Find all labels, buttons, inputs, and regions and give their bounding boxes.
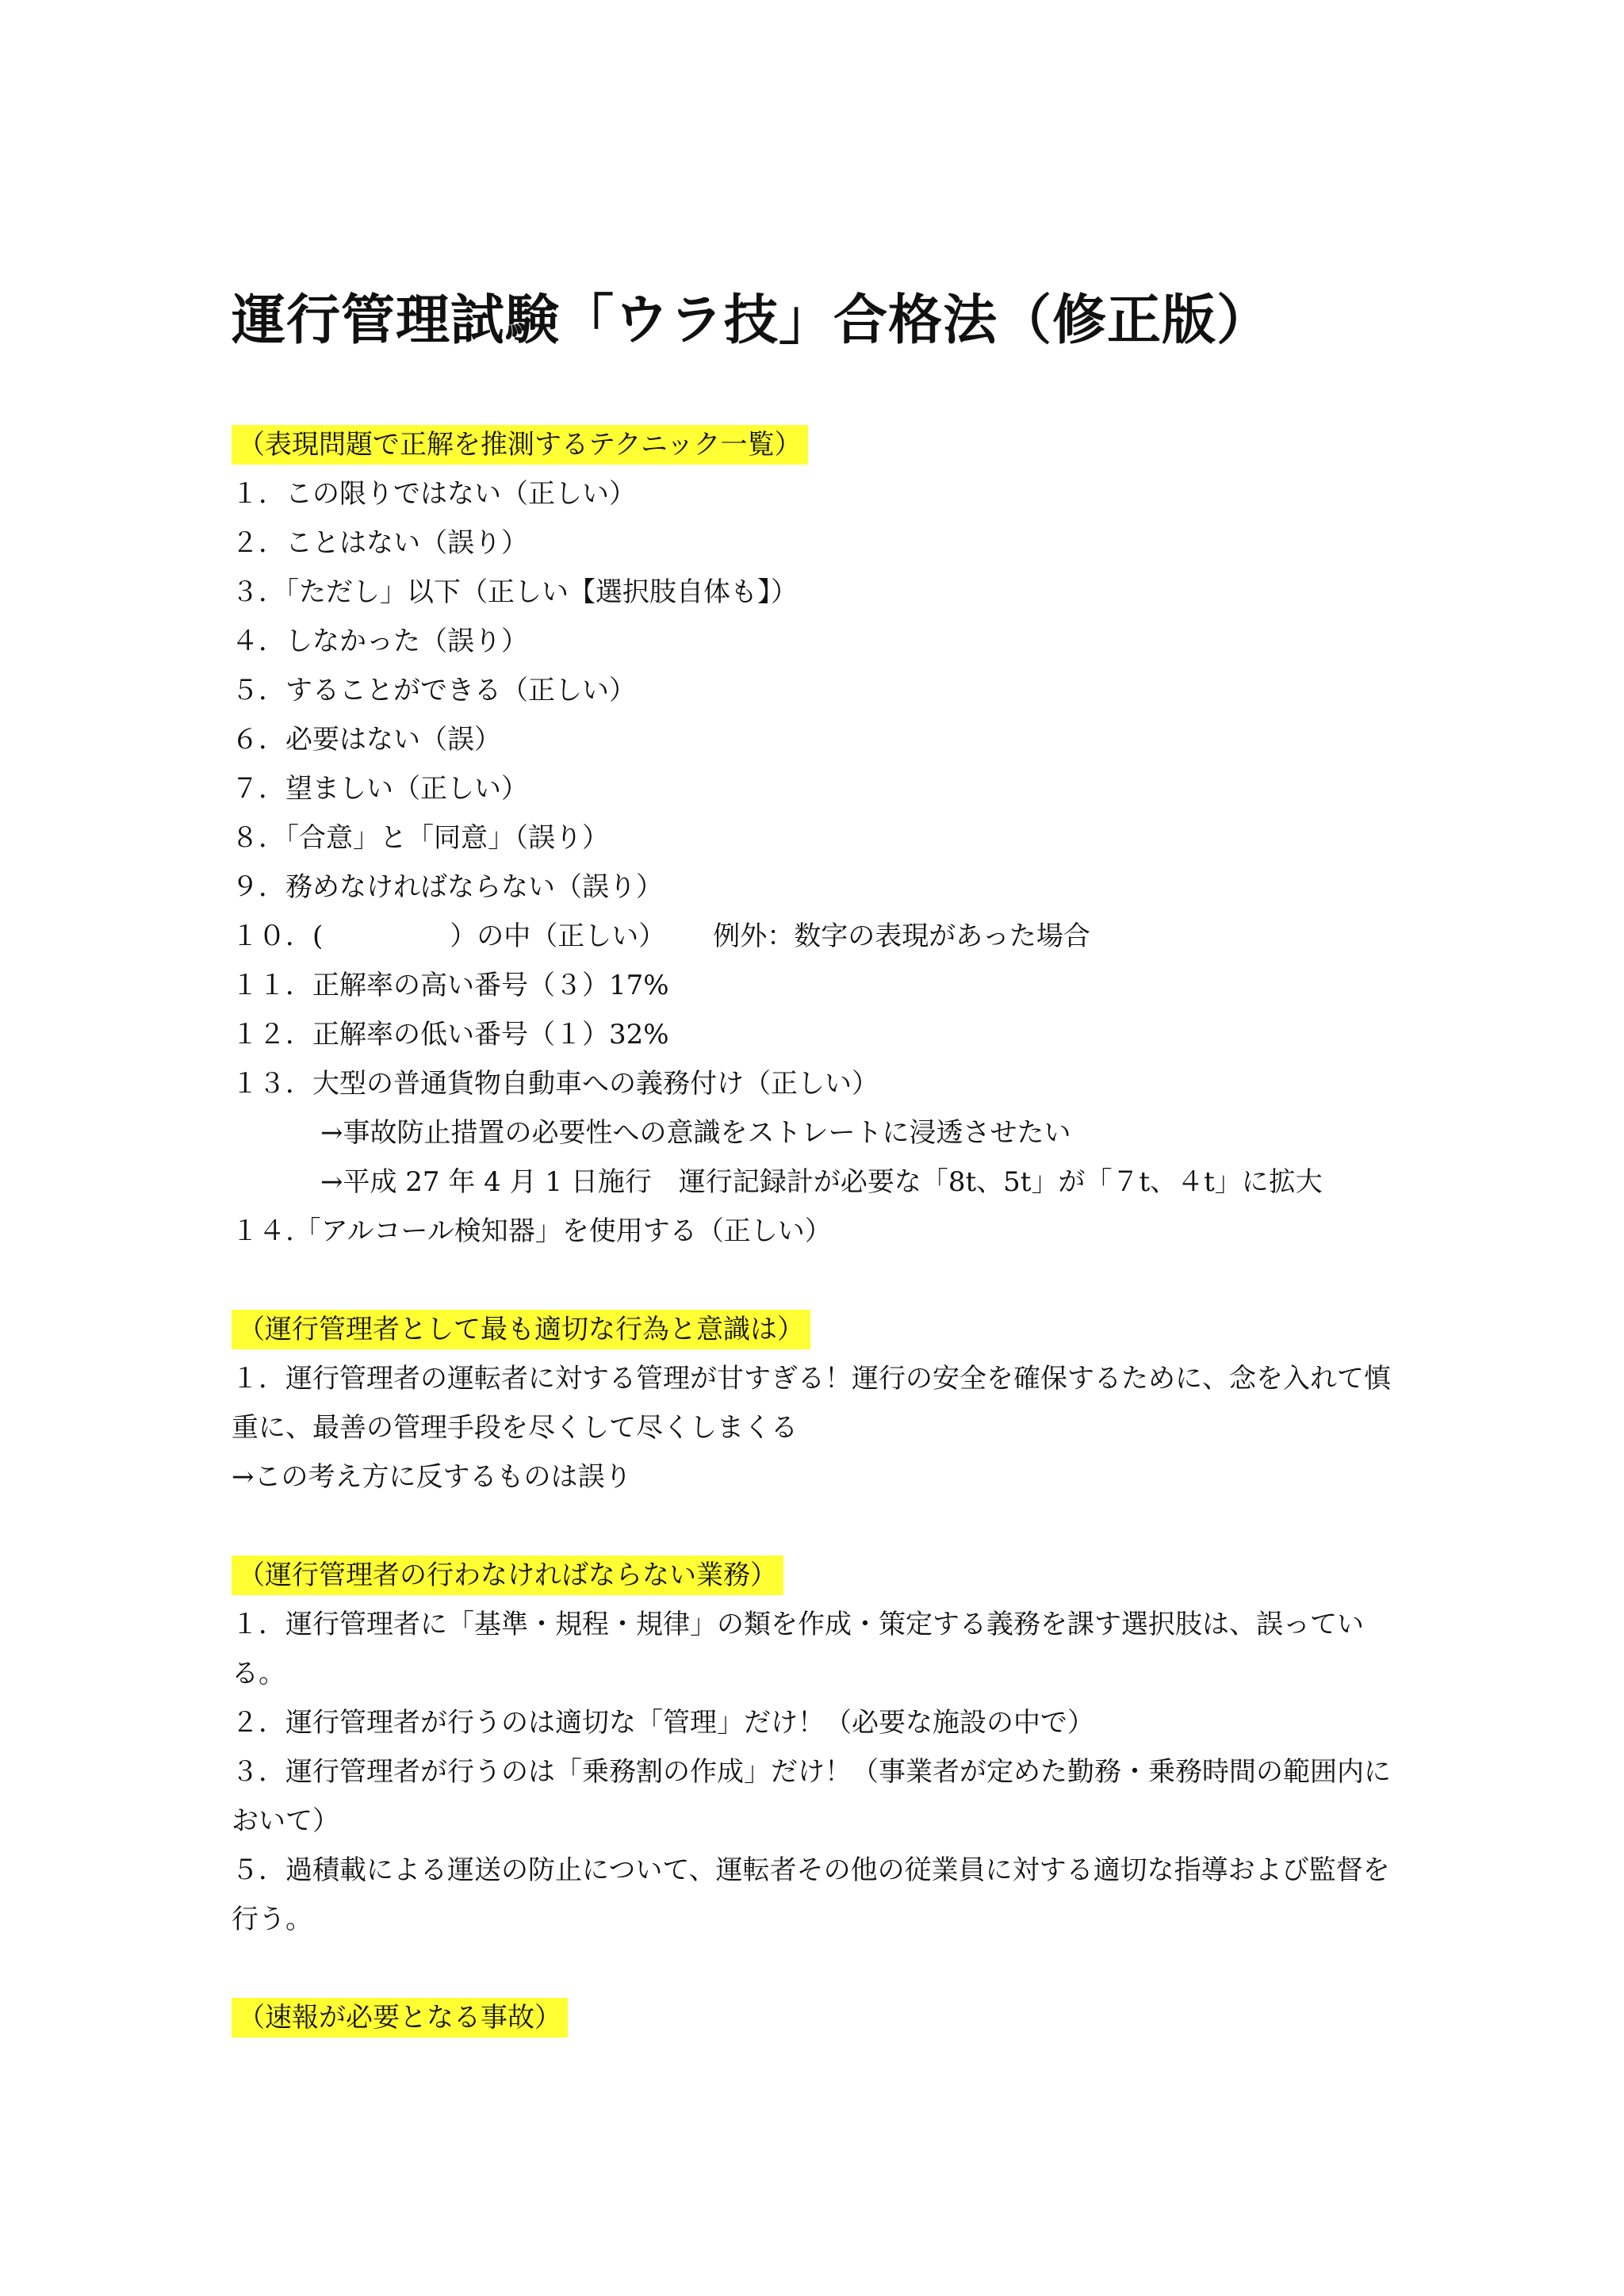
list-item: ５．することができる（正しい） [232, 675, 636, 706]
list-item: １３．大型の普通貨物自動車への義務付け（正しい） [232, 1068, 879, 1100]
list-subitem: →平成 27 年 4 月 1 日施行 運行記録計が必要な「8t、5t」が「７t、４t」に拡大 [320, 1166, 1323, 1198]
section-heading-accidents: （速報が必要となる事故） [232, 1998, 568, 2038]
list-item-10-middle: ）の中（正しい） [450, 920, 666, 952]
list-item: →この考え方に反するものは誤り [232, 1461, 632, 1493]
document-body [232, 420, 1397, 2042]
list-item: ２．運行管理者が行うのは適切な「管理」だけ！（必要な施設の中で） [232, 1707, 1094, 1739]
list-item: ９．務めなければならない（誤り） [232, 871, 663, 903]
list-item: ４．しなかった（誤り） [232, 626, 528, 657]
list-item: ３．「ただし」以下（正しい【選択肢自体も】） [232, 576, 798, 608]
list-item: ６．必要はない（誤） [232, 724, 501, 756]
list-item: １．運行管理者に「基準・規程・規律」の類を作成・策定する義務を課す選択肢は、誤っている。 [232, 1609, 1364, 1689]
list-item-10-prefix: １０．( [232, 920, 324, 952]
section-heading-conduct: （運行管理者として最も適切な行為と意識は） [232, 1310, 810, 1349]
list-item: １４.「アルコール検知器」を使用する（正しい） [232, 1215, 832, 1247]
page-title: 運行管理試験「ウラ技」合格法（修正版） [232, 289, 1272, 352]
section-heading-techniques: （表現問題で正解を推測するテクニック一覧） [232, 425, 808, 465]
list-subitem: →事故防止措置の必要性への意識をストレートに浸透させたい [320, 1117, 1071, 1149]
section-heading-duties: （運行管理者の行わなければならない業務） [232, 1556, 783, 1595]
list-item: ２．ことはない（誤り） [232, 527, 528, 559]
list-item: ５．過積載による運送の防止について、運転者その他の従業員に対する適切な指導および監督を行う。 [232, 1854, 1390, 1935]
list-item: １．この限りではない（正しい） [232, 478, 636, 510]
list-item: ７．望ましい（正しい） [232, 773, 528, 805]
list-item: １１．正解率の高い番号（３）17% [232, 970, 669, 1001]
list-item-10 [232, 912, 1397, 961]
list-item: １２．正解率の低い番号（１）32% [232, 1019, 669, 1050]
list-item: ３．運行管理者が行うのは「乗務割の作成」だけ！（事業者が定めた勤務・乗務時間の範囲内において） [232, 1756, 1391, 1837]
paragraph: １．運行管理者の運転者に対する管理が甘すぎる！運行の安全を確保するために、念を入れて慎重に、最善の管理手段を尽くして尽くしまくる [232, 1363, 1391, 1444]
list-item: ８．「合意」と「同意」（誤り） [232, 822, 609, 854]
list-item-10-note: 例外：数字の表現があった場合 [713, 920, 1090, 952]
